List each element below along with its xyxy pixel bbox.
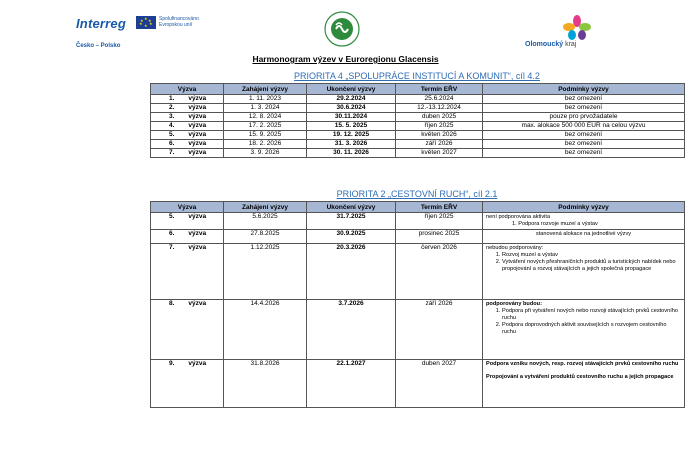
- call-word: výzva: [188, 360, 207, 367]
- erv-date: září 2026: [396, 140, 483, 149]
- interreg-logo: Interreg: [76, 16, 127, 31]
- olomoucky-kraj-wordmark: Olomoucký kraj: [525, 41, 577, 48]
- call-number: [151, 213, 224, 230]
- end-date: 30.6.2024: [307, 104, 396, 113]
- erv-date: říjen 2025: [396, 213, 483, 230]
- call-word: výzva: [188, 149, 207, 156]
- column-header: Podmínky výzvy: [483, 202, 685, 213]
- call-word: výzva: [188, 140, 207, 147]
- erv-date: září 2026: [396, 300, 483, 360]
- erv-date: 25.6.2024: [396, 95, 483, 104]
- call-num: 2.: [169, 104, 175, 111]
- call-num: 9.: [169, 360, 175, 367]
- table-row: [151, 300, 685, 360]
- call-num: 8.: [169, 300, 175, 307]
- call-num: 5.: [169, 213, 175, 220]
- end-date: 22.1.2027: [307, 360, 396, 408]
- call-number: [151, 131, 224, 140]
- start-date: 18. 2. 2026: [224, 140, 307, 149]
- condition-item: 1. Podpora při vytváření nových nebo rozvoji stávajících prvků cestovního ruchu: [502, 308, 681, 322]
- start-date: 15. 9. 2025: [224, 131, 307, 140]
- start-date: 1. 11. 2023: [224, 95, 307, 104]
- conditions: [483, 300, 685, 360]
- table-header-row: [151, 84, 685, 95]
- end-date: 15. 5. 2025: [307, 122, 396, 131]
- column-header: Termín EŘV: [396, 84, 483, 95]
- eu-flag-icon: ★ ★ ★ ★ ★ ★: [136, 16, 156, 29]
- call-number: [151, 244, 224, 300]
- start-date: 31.8.2026: [224, 360, 307, 408]
- end-date: 29.2.2024: [307, 95, 396, 104]
- call-num: 6.: [169, 140, 175, 147]
- condition-text: 1. Podpora rozvoje muzeí a výstav: [512, 221, 598, 227]
- table-row: [151, 230, 685, 244]
- call-word: výzva: [188, 131, 207, 138]
- start-date: 27.8.2025: [224, 230, 307, 244]
- conditions: [483, 213, 685, 230]
- condition-text: podporovány budou:: [486, 301, 542, 307]
- conditions: [483, 230, 685, 244]
- call-word: výzva: [188, 113, 207, 120]
- condition-item: 1. Rozvoj muzeí a výstav: [502, 252, 681, 259]
- call-num: 6.: [169, 230, 175, 237]
- call-word: výzva: [188, 213, 207, 220]
- euroregion-glacensis-logo: [322, 9, 362, 49]
- condition-text: nebudou podporovány:: [486, 245, 544, 251]
- call-num: 7.: [169, 149, 175, 156]
- column-header: Podmínky výzvy: [483, 84, 685, 95]
- conditions: bez omezení: [483, 95, 685, 104]
- column-header: Výzva: [151, 84, 224, 95]
- table-row: [151, 113, 685, 122]
- start-date: 14.4.2026: [224, 300, 307, 360]
- column-header: Zahájení výzvy: [224, 202, 307, 213]
- conditions: pouze pro prvožadatele: [483, 113, 685, 122]
- table-row: [151, 213, 685, 230]
- column-header: Termín EŘV: [396, 202, 483, 213]
- eu-cofinance-text: Spolufinancováno Evropskou unií: [159, 16, 199, 28]
- condition-text: není podporována aktivita: [486, 214, 551, 220]
- erv-date: říjen 2025: [396, 122, 483, 131]
- end-date: 3.7.2026: [307, 300, 396, 360]
- start-date: 1. 3. 2024: [224, 104, 307, 113]
- call-number: [151, 140, 224, 149]
- condition-list: [486, 252, 681, 273]
- erv-date: 12.-13.12.2024: [396, 104, 483, 113]
- conditions: [483, 360, 685, 408]
- column-header: Ukončení výzvy: [307, 202, 396, 213]
- erv-date: květen 2026: [396, 131, 483, 140]
- table-row: [151, 149, 685, 158]
- end-date: 19. 12. 2025: [307, 131, 396, 140]
- call-number: [151, 149, 224, 158]
- table-header-row: [151, 202, 685, 213]
- olomoucky-kraj-logo: [561, 15, 593, 41]
- call-number: [151, 230, 224, 244]
- condition-text: stanovená alokace na jednotlivé výzvy: [535, 231, 632, 237]
- erv-date: duben 2025: [396, 113, 483, 122]
- call-word: výzva: [188, 104, 207, 111]
- conditions: bez omezení: [483, 149, 685, 158]
- call-number: [151, 300, 224, 360]
- column-header: Výzva: [151, 202, 224, 213]
- call-num: 3.: [169, 113, 175, 120]
- country-label: Česko – Polsko: [76, 43, 121, 49]
- call-word: výzva: [188, 300, 207, 307]
- call-number: [151, 104, 224, 113]
- call-number: [151, 122, 224, 131]
- end-date: 31.7.2025: [307, 213, 396, 230]
- conditions: bez omezení: [483, 104, 685, 113]
- call-number: [151, 113, 224, 122]
- call-num: 4.: [169, 122, 175, 129]
- call-word: výzva: [188, 122, 207, 129]
- condition-text: Propojování a vytváření produktů cestovního ruchu a jejich propagace: [486, 374, 674, 380]
- call-num: 5.: [169, 131, 175, 138]
- end-date: 30.9.2025: [307, 230, 396, 244]
- table-row: [151, 95, 685, 104]
- condition-list: [486, 308, 681, 336]
- document-title: Harmonogram výzev v Euroregionu Glacensis: [252, 54, 439, 64]
- erv-date: prosinec 2025: [396, 230, 483, 244]
- column-header: Ukončení výzvy: [307, 84, 396, 95]
- start-date: 12. 8. 2024: [224, 113, 307, 122]
- erv-date: duben 2027: [396, 360, 483, 408]
- condition-text: Podpora vzniku nových, resp. rozvoj stávajících prvků cestovního ruchu: [486, 361, 679, 367]
- conditions: max. alokace 500 000 EUR na celou výzvu: [483, 122, 685, 131]
- priority4-table: [150, 83, 685, 158]
- call-number: [151, 95, 224, 104]
- start-date: 17. 2. 2025: [224, 122, 307, 131]
- table-row: [151, 244, 685, 300]
- conditions: [483, 244, 685, 300]
- start-date: 5.6.2025: [224, 213, 307, 230]
- end-date: 30. 11. 2026: [307, 149, 396, 158]
- table-row: [151, 104, 685, 113]
- call-word: výzva: [188, 230, 207, 237]
- end-date: 31. 3. 2026: [307, 140, 396, 149]
- priority2-heading: PRIORITA 2 „CESTOVNÍ RUCH“, cíl 2.1: [336, 189, 498, 199]
- table-row: [151, 131, 685, 140]
- erv-date: červen 2026: [396, 244, 483, 300]
- start-date: 3. 9. 2026: [224, 149, 307, 158]
- conditions: bez omezení: [483, 140, 685, 149]
- call-word: výzva: [188, 95, 207, 102]
- erv-date: květen 2027: [396, 149, 483, 158]
- call-word: výzva: [188, 244, 207, 251]
- start-date: 1.12.2025: [224, 244, 307, 300]
- priority4-heading: PRIORITA 4 „SPOLUPRÁCE INSTITUCÍ A KOMUNIT“, cíl 4.2: [294, 71, 540, 81]
- column-header: Zahájení výzvy: [224, 84, 307, 95]
- condition-item: 2. Podpora doprovodných aktivit souvisejících s rozvojem cestovního ruchu: [502, 322, 681, 336]
- call-num: 7.: [169, 244, 175, 251]
- end-date: 20.3.2026: [307, 244, 396, 300]
- call-num: 1.: [169, 95, 175, 102]
- condition-item: 2. Vytváření nových přeshraničních produktů a turistických nabídek nebo propojování a rozvoj stávajících a jejich společná propagace: [502, 259, 681, 273]
- priority2-table: [150, 201, 685, 408]
- table-row: [151, 140, 685, 149]
- table-row: [151, 360, 685, 408]
- table-row: [151, 122, 685, 131]
- conditions: bez omezení: [483, 131, 685, 140]
- end-date: 30.11.2024: [307, 113, 396, 122]
- call-number: [151, 360, 224, 408]
